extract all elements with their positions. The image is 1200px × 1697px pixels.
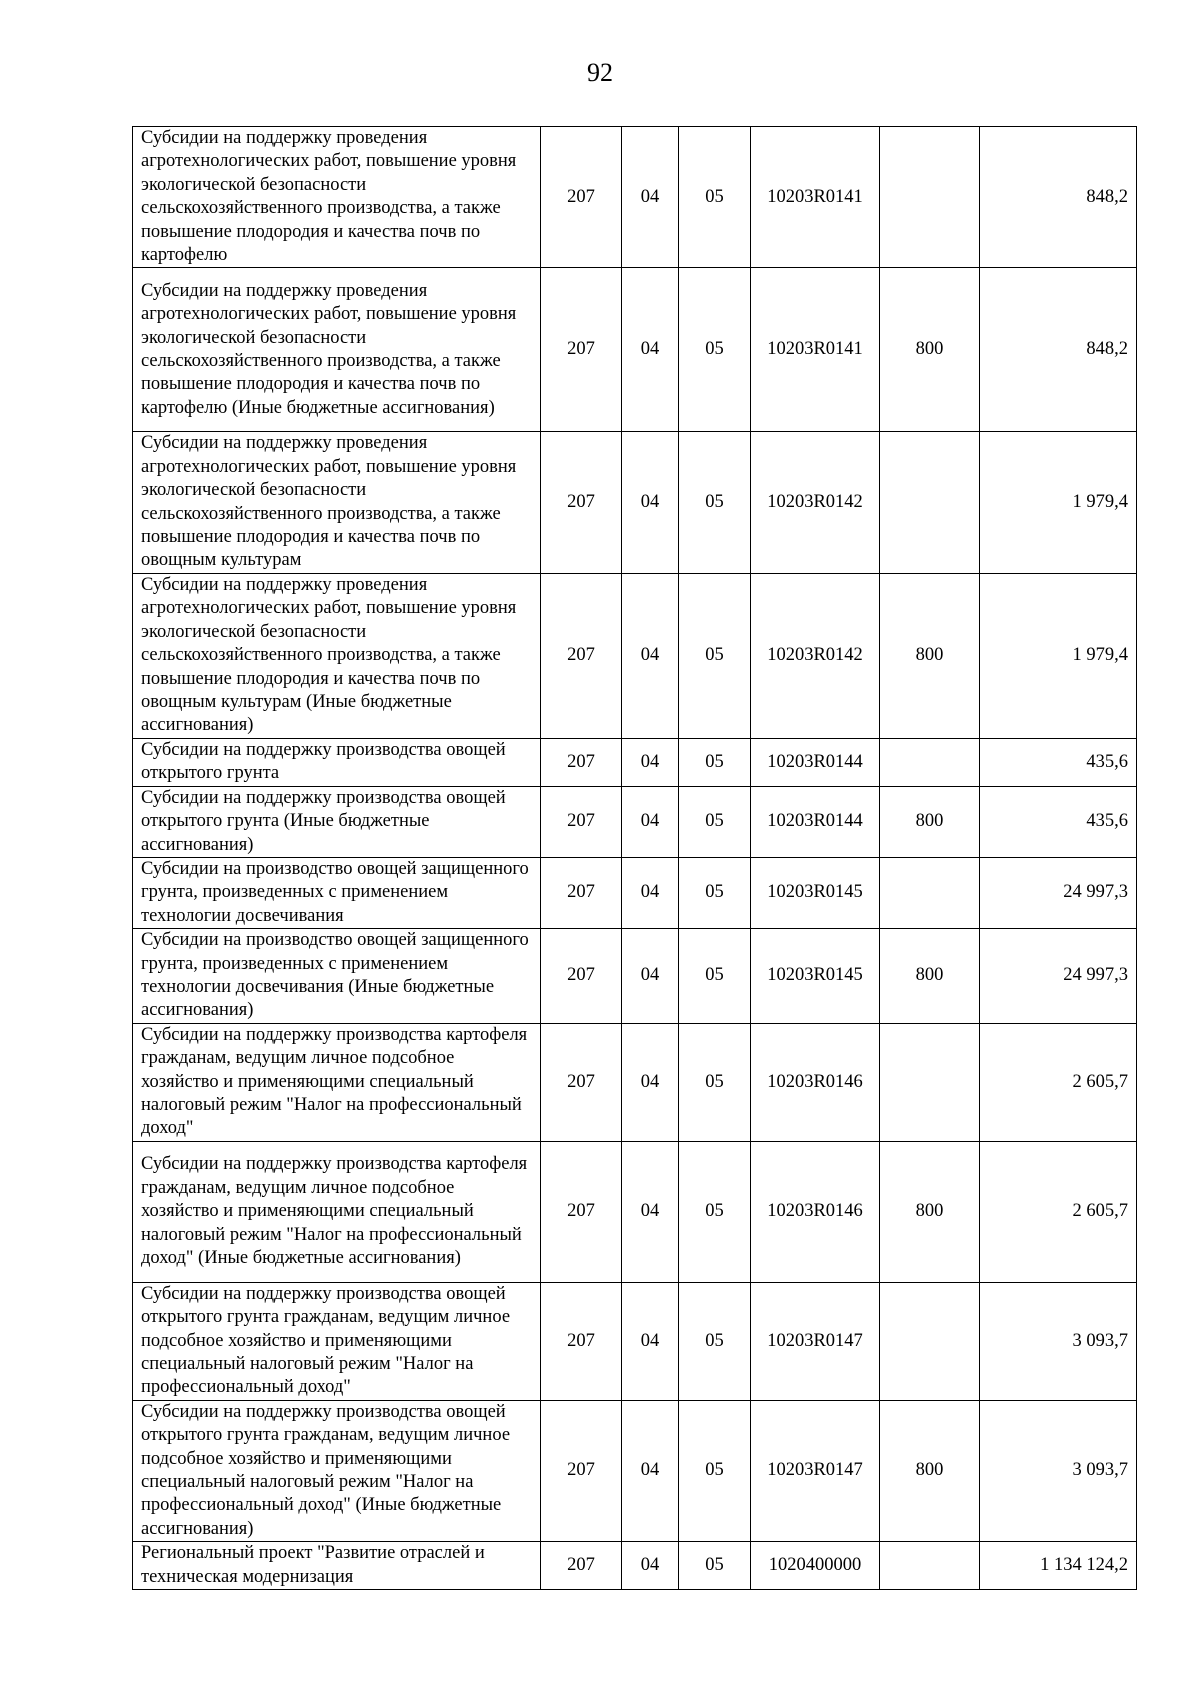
section-code: 04 xyxy=(622,857,679,928)
amount: 1 979,4 xyxy=(980,573,1137,738)
amount: 435,6 xyxy=(980,738,1137,786)
target-article-code: 10203R0142 xyxy=(751,432,880,573)
table-row xyxy=(133,1282,1137,1400)
amount: 2 605,7 xyxy=(980,1023,1137,1141)
ministry-code: 207 xyxy=(541,929,622,1024)
table-row xyxy=(133,1141,1137,1282)
subsection-code: 05 xyxy=(679,786,751,857)
expense-type-code: 800 xyxy=(880,929,980,1024)
ministry-code: 207 xyxy=(541,1400,622,1541)
section-code: 04 xyxy=(622,1141,679,1282)
ministry-code: 207 xyxy=(541,786,622,857)
ministry-code: 207 xyxy=(541,738,622,786)
row-name: Субсидии на производство овощей защищенного грунта, произведенных с применением технологии досвечивания (Иные бюджетные ассигнования) xyxy=(133,929,541,1024)
target-article-code: 10203R0146 xyxy=(751,1023,880,1141)
subsection-code: 05 xyxy=(679,573,751,738)
amount: 848,2 xyxy=(980,268,1137,432)
amount: 848,2 xyxy=(980,127,1137,268)
expense-type-code xyxy=(880,1542,980,1590)
section-code: 04 xyxy=(622,1282,679,1400)
section-code: 04 xyxy=(622,268,679,432)
row-name: Субсидии на поддержку проведения агротехнологических работ, повышение уровня экологической безопасности сельскохозяйственного производства, а также повышение плодородия и качества почв по овощным культурам (Иные бюджетные ассигнования) xyxy=(133,573,541,738)
table-row xyxy=(133,929,1137,1024)
table-row xyxy=(133,127,1137,268)
table-row xyxy=(133,857,1137,928)
page-number: 92 xyxy=(587,58,613,87)
expense-type-code: 800 xyxy=(880,1141,980,1282)
section-code: 04 xyxy=(622,573,679,738)
amount: 24 997,3 xyxy=(980,929,1137,1024)
table-row xyxy=(133,1400,1137,1541)
section-code: 04 xyxy=(622,432,679,573)
table-row xyxy=(133,1023,1137,1141)
row-name: Субсидии на поддержку производства картофеля гражданам, ведущим личное подсобное хозяйство и применяющими специальный налоговый режим "Налог на профессиональный доход" xyxy=(133,1023,541,1141)
row-name: Субсидии на поддержку производства овощей открытого грунта xyxy=(133,738,541,786)
ministry-code: 207 xyxy=(541,1282,622,1400)
budget-table-body xyxy=(133,127,1137,1590)
target-article-code: 10203R0142 xyxy=(751,573,880,738)
expense-type-code xyxy=(880,432,980,573)
expense-type-code xyxy=(880,1023,980,1141)
ministry-code: 207 xyxy=(541,1141,622,1282)
expense-type-code: 800 xyxy=(880,573,980,738)
amount: 2 605,7 xyxy=(980,1141,1137,1282)
expense-type-code xyxy=(880,1282,980,1400)
subsection-code: 05 xyxy=(679,738,751,786)
target-article-code: 10203R0141 xyxy=(751,127,880,268)
ministry-code: 207 xyxy=(541,127,622,268)
row-name: Субсидии на поддержку производства овощей открытого грунта гражданам, ведущим личное подсобное хозяйство и применяющими специальный налоговый режим "Налог на профессиональный доход" (Иные бюджетные ассигнования) xyxy=(133,1400,541,1541)
ministry-code: 207 xyxy=(541,1542,622,1590)
row-name: Субсидии на поддержку проведения агротехнологических работ, повышение уровня экологической безопасности сельскохозяйственного производства, а также повышение плодородия и качества почв по овощным культурам xyxy=(133,432,541,573)
subsection-code: 05 xyxy=(679,127,751,268)
table-row xyxy=(133,573,1137,738)
row-name: Субсидии на поддержку производства овощей открытого грунта (Иные бюджетные ассигнования) xyxy=(133,786,541,857)
ministry-code: 207 xyxy=(541,1023,622,1141)
expense-type-code xyxy=(880,738,980,786)
subsection-code: 05 xyxy=(679,1023,751,1141)
section-code: 04 xyxy=(622,929,679,1024)
target-article-code: 1020400000 xyxy=(751,1542,880,1590)
target-article-code: 10203R0147 xyxy=(751,1400,880,1541)
table-row xyxy=(133,432,1137,573)
section-code: 04 xyxy=(622,786,679,857)
expense-type-code: 800 xyxy=(880,268,980,432)
section-code: 04 xyxy=(622,1542,679,1590)
amount: 1 979,4 xyxy=(980,432,1137,573)
expense-type-code xyxy=(880,857,980,928)
amount: 3 093,7 xyxy=(980,1400,1137,1541)
expense-type-code: 800 xyxy=(880,786,980,857)
subsection-code: 05 xyxy=(679,857,751,928)
amount: 24 997,3 xyxy=(980,857,1137,928)
section-code: 04 xyxy=(622,1400,679,1541)
table-row xyxy=(133,786,1137,857)
table-row xyxy=(133,268,1137,432)
expense-type-code xyxy=(880,127,980,268)
budget-table xyxy=(132,126,1137,1590)
target-article-code: 10203R0141 xyxy=(751,268,880,432)
section-code: 04 xyxy=(622,127,679,268)
amount: 1 134 124,2 xyxy=(980,1542,1137,1590)
target-article-code: 10203R0147 xyxy=(751,1282,880,1400)
row-name: Региональный проект "Развитие отраслей и техническая модернизация xyxy=(133,1542,541,1590)
row-name: Субсидии на поддержку производства овощей открытого грунта гражданам, ведущим личное подсобное хозяйство и применяющими специальный налоговый режим "Налог на профессиональный доход" xyxy=(133,1282,541,1400)
amount: 3 093,7 xyxy=(980,1282,1137,1400)
section-code: 04 xyxy=(622,738,679,786)
target-article-code: 10203R0145 xyxy=(751,929,880,1024)
table-row xyxy=(133,1542,1137,1590)
subsection-code: 05 xyxy=(679,1282,751,1400)
subsection-code: 05 xyxy=(679,432,751,573)
subsection-code: 05 xyxy=(679,268,751,432)
target-article-code: 10203R0146 xyxy=(751,1141,880,1282)
subsection-code: 05 xyxy=(679,1141,751,1282)
row-name: Субсидии на производство овощей защищенного грунта, произведенных с применением технологии досвечивания xyxy=(133,857,541,928)
row-name: Субсидии на поддержку производства картофеля гражданам, ведущим личное подсобное хозяйство и применяющими специальный налоговый режим "Налог на профессиональный доход" (Иные бюджетные ассигнования) xyxy=(133,1141,541,1282)
row-name: Субсидии на поддержку проведения агротехнологических работ, повышение уровня экологической безопасности сельскохозяйственного производства, а также повышение плодородия и качества почв по картофелю (Иные бюджетные ассигнования) xyxy=(133,268,541,432)
target-article-code: 10203R0144 xyxy=(751,786,880,857)
subsection-code: 05 xyxy=(679,929,751,1024)
ministry-code: 207 xyxy=(541,573,622,738)
ministry-code: 207 xyxy=(541,432,622,573)
row-name: Субсидии на поддержку проведения агротехнологических работ, повышение уровня экологической безопасности сельскохозяйственного производства, а также повышение плодородия и качества почв по картофелю xyxy=(133,127,541,268)
amount: 435,6 xyxy=(980,786,1137,857)
ministry-code: 207 xyxy=(541,268,622,432)
table-row xyxy=(133,738,1137,786)
subsection-code: 05 xyxy=(679,1542,751,1590)
target-article-code: 10203R0145 xyxy=(751,857,880,928)
ministry-code: 207 xyxy=(541,857,622,928)
subsection-code: 05 xyxy=(679,1400,751,1541)
section-code: 04 xyxy=(622,1023,679,1141)
target-article-code: 10203R0144 xyxy=(751,738,880,786)
expense-type-code: 800 xyxy=(880,1400,980,1541)
